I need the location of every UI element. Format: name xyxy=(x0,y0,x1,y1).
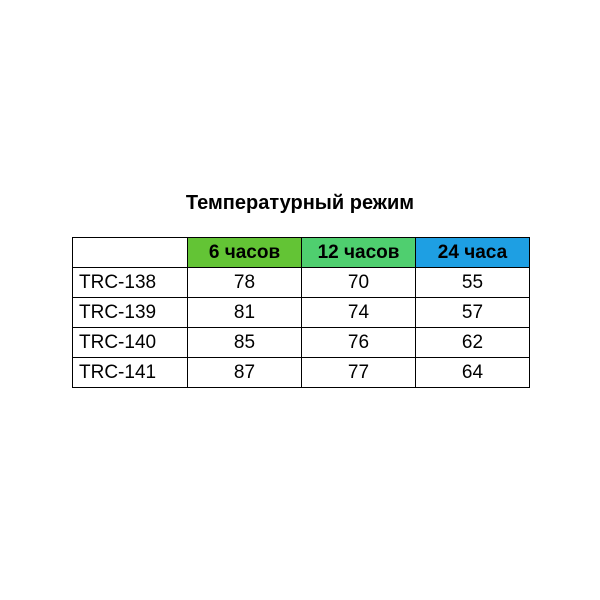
chart-title: Температурный режим xyxy=(185,192,415,214)
row-label: TRC-140 xyxy=(73,328,188,358)
table-row xyxy=(73,328,530,358)
temperature-table xyxy=(72,237,530,388)
table-header-12h: 12 часов xyxy=(302,238,416,268)
cell-24h: 57 xyxy=(416,298,530,328)
row-label: TRC-138 xyxy=(73,268,188,298)
cell-24h: 64 xyxy=(416,358,530,388)
table-header-24h: 24 часа xyxy=(416,238,530,268)
table-row xyxy=(73,298,530,328)
cell-24h: 55 xyxy=(416,268,530,298)
cell-6h: 78 xyxy=(188,268,302,298)
cell-6h: 85 xyxy=(188,328,302,358)
table-header-row xyxy=(73,238,530,268)
row-label: TRC-141 xyxy=(73,358,188,388)
table-body xyxy=(73,268,530,388)
cell-6h: 87 xyxy=(188,358,302,388)
cell-24h: 62 xyxy=(416,328,530,358)
cell-12h: 74 xyxy=(302,298,416,328)
table-header xyxy=(73,238,530,268)
temperature-table-container xyxy=(72,237,529,388)
cell-12h: 77 xyxy=(302,358,416,388)
cell-12h: 76 xyxy=(302,328,416,358)
table-header-corner xyxy=(73,238,188,268)
table-row xyxy=(73,358,530,388)
table-row xyxy=(73,268,530,298)
cell-6h: 81 xyxy=(188,298,302,328)
table-header-6h: 6 часов xyxy=(188,238,302,268)
row-label: TRC-139 xyxy=(73,298,188,328)
cell-12h: 70 xyxy=(302,268,416,298)
